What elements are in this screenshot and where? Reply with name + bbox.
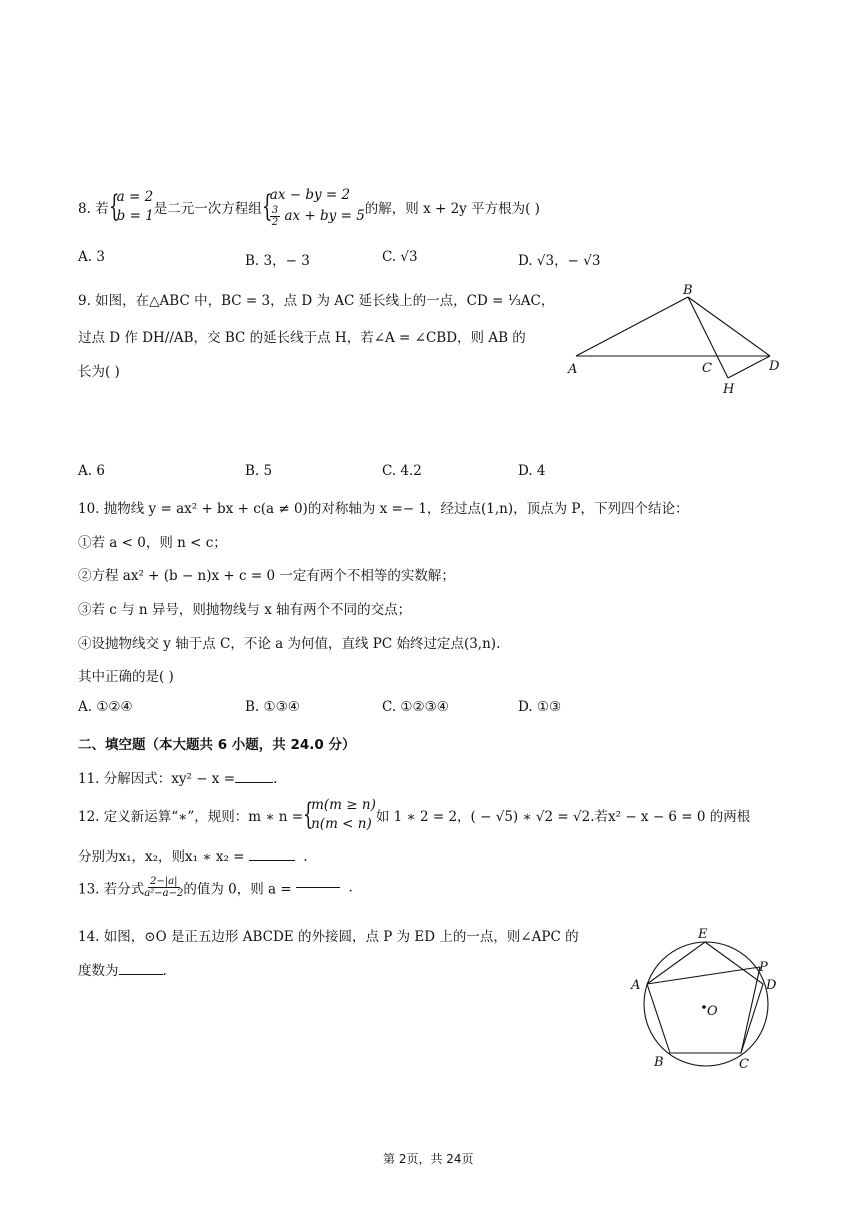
q8-brace-1: { <box>108 189 120 224</box>
q14-label-p: P <box>759 960 768 975</box>
q10-stem: 10. 抛物线 y = ax² + bx + c(a ≠ 0)的对称轴为 x =− 1，经过点(1,n)，顶点为 P，下列四个结论： <box>78 501 689 517</box>
q13-fraction <box>144 876 183 899</box>
q13-end: . <box>348 879 353 896</box>
q9-option-b: B. 5 <box>245 463 273 479</box>
q8-brace-2: { <box>261 189 273 224</box>
q12-answer-blank[interactable] <box>249 860 295 861</box>
q11-end: . <box>273 771 278 787</box>
q14-pentagon-circle-figure <box>626 922 786 1072</box>
q10-option-a: A. ①②④ <box>78 699 133 715</box>
q10-option-d: D. ①③ <box>518 699 562 715</box>
q10-item-1: ①若 a < 0，则 n < c； <box>78 535 227 551</box>
q14-label-o: O <box>707 1004 718 1019</box>
q10-option-c: C. ①②③④ <box>382 699 449 715</box>
q11-text: 11. 分解因式：xy² − x = <box>78 771 236 787</box>
q13 <box>78 876 353 908</box>
q14-end: . <box>162 963 167 979</box>
q8-mid: 是二元一次方程组 <box>153 201 262 217</box>
q13-prefix: 13. 若分式 <box>78 881 145 898</box>
q12-end: . <box>303 849 308 865</box>
q8-sys1-line2: b = 1 <box>116 208 154 224</box>
q12-cases <box>311 796 376 834</box>
q8-option-b: B. 3，− 3 <box>245 253 310 269</box>
q14-line2 <box>78 959 167 979</box>
q12-case-2: n(m < n) <box>311 816 372 832</box>
q10-ask: 其中正确的是( ) <box>78 669 174 685</box>
q10-item-4: ④设抛物线交 y 轴于点 C，不论 a 为何值，直线 PC 始终过定点(3,n). <box>78 636 501 652</box>
q8-option-a: A. 3 <box>78 249 105 265</box>
q12-suffix: 如 1 ∗ 2 = 2，( − √5) ∗ √2 = √2.若x² − x − 6 = 0 的两根 <box>375 809 751 825</box>
q9-line2: 过点 D 作 DH//AB，交 BC 的延长线于点 H，若∠A = ∠CBD，则 AB 的 <box>78 330 526 346</box>
section-heading-fill-in: 二、填空题（本大题共 6 小题，共 24.0 分） <box>78 737 356 753</box>
q13-denominator: a²−a−2 <box>144 888 184 899</box>
q10-item-3: ③若 c 与 n 异号，则抛物线与 x 轴有两个不同的交点； <box>78 602 412 618</box>
q14-label-d: D <box>766 978 777 993</box>
q9-line3: 长为( ) <box>78 364 120 380</box>
q8-option-d: D. √3，− √3 <box>518 253 601 269</box>
q12-line2 <box>78 845 308 865</box>
q8-prefix: 8. 若 <box>78 201 109 217</box>
q9-option-d: D. 4 <box>518 463 546 479</box>
q9-option-a: A. 6 <box>78 463 105 479</box>
q8-sys2-line1: ax − by = 2 <box>269 187 351 203</box>
q9-label-a: A <box>568 362 578 377</box>
q8-sys2-line2: $\frac{3}{2}$ ax + by = 5 <box>271 205 365 228</box>
q13-answer-blank[interactable] <box>296 887 340 888</box>
q8-suffix: 的解，则 x + 2y 平方根为( ) <box>364 201 540 217</box>
q12 <box>78 796 750 836</box>
q12-brace: { <box>303 797 314 832</box>
q14-line2-text: 度数为 <box>78 963 119 979</box>
q13-numerator: 2−|a| <box>150 876 178 887</box>
q14-label-c: C <box>739 1057 749 1072</box>
q8-option-c: C. √3 <box>382 249 418 265</box>
q9-label-b: B <box>683 283 693 298</box>
q9-triangle-figure <box>560 280 790 400</box>
q14-label-e: E <box>698 927 708 942</box>
q12-case-1: m(m ≥ n) <box>311 797 376 813</box>
q10-item-2: ②方程 ax² + (b − n)x + c = 0 一定有两个不相等的实数解； <box>78 568 455 584</box>
q14-label-a: A <box>631 978 641 993</box>
q8-sys2-frac: $\frac{3}{2}$ <box>271 205 279 228</box>
q14-label-b: B <box>654 1055 664 1070</box>
q12-prefix: 12. 定义新运算“∗”，规则：m ∗ n = <box>78 809 304 825</box>
page-footer: 第 2页，共 24页 <box>383 1152 474 1166</box>
q8-sys1-line1: a = 2 <box>116 189 154 205</box>
q9-option-c: C. 4.2 <box>382 463 422 479</box>
q11-answer-blank[interactable] <box>235 782 273 783</box>
q14-answer-blank[interactable] <box>119 974 163 975</box>
q9-label-h: H <box>723 382 735 397</box>
q10-option-b: B. ①③④ <box>245 699 300 715</box>
q14-line1: 14. 如图，⊙O 是正五边形 ABCDE 的外接圆，点 P 为 ED 上的一点，则∠APC 的 <box>78 929 579 945</box>
q9-label-c: C <box>702 361 712 376</box>
q12-line2-text: 分别为x₁，x₂，则x₁ ∗ x₂ = <box>78 849 245 865</box>
q8-system-2 <box>270 186 365 228</box>
q9-line1: 9. 如图，在△ABC 中，BC = 3，点 D 为 AC 延长线上的一点，CD = ⅓AC， <box>78 293 555 309</box>
q11 <box>78 767 277 787</box>
q8-system-1 <box>117 188 154 226</box>
q8 <box>78 186 540 226</box>
q13-mid: 的值为 0，则 a = <box>183 881 292 898</box>
q9-label-d: D <box>769 359 780 374</box>
